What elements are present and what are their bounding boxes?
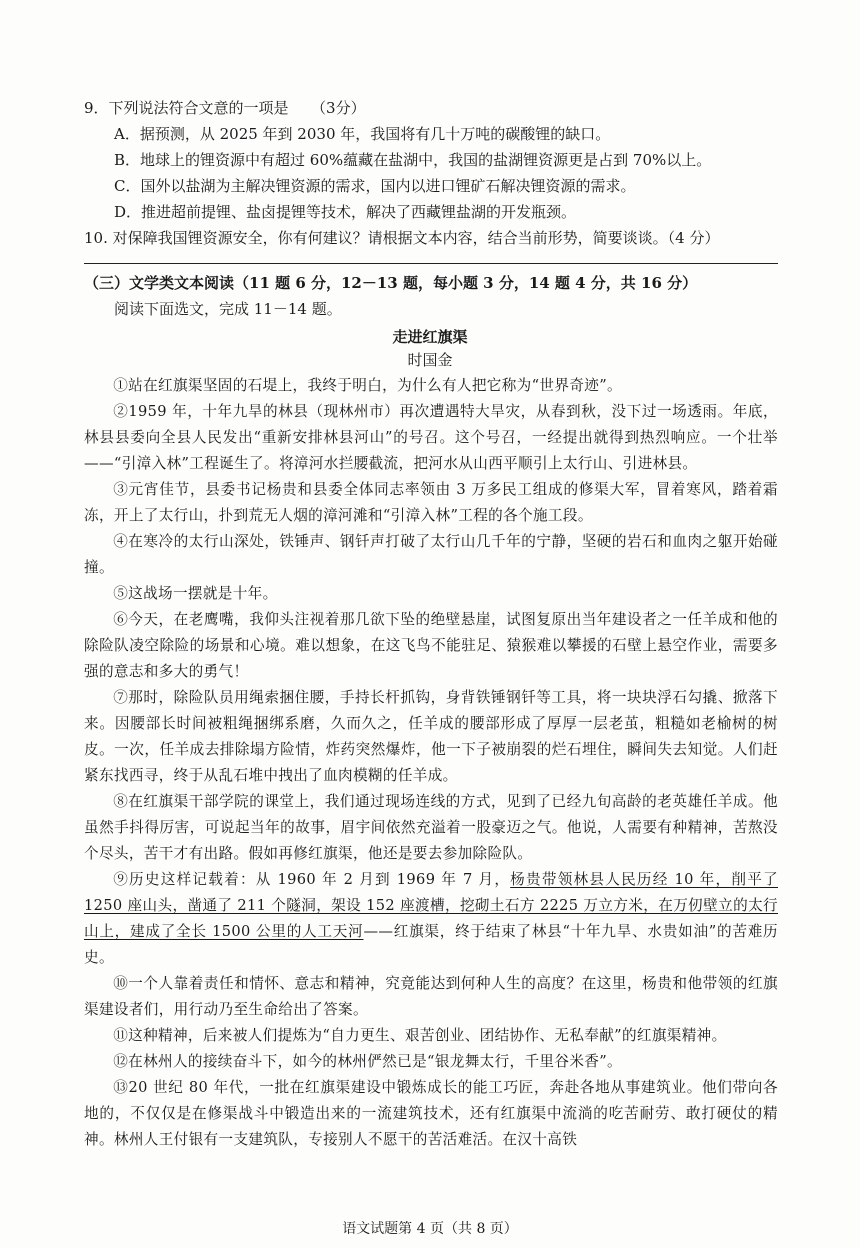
paragraph-13: ⑬20 世纪 80 年代，一批在红旗渠建设中锻炼成长的能工巧匠，奔赴各地从事建筑业。他们带向各地的，不仅仅是在修渠战斗中锻造出来的一流建筑技术，还有红旗渠中流淌的吃苦耐劳、敢打硬仗的精神。林州人王付银有一支建筑队，专接别人不愿干的苦活难活。在汉十高铁 <box>84 1079 778 1148</box>
paragraph-3: ③元宵佳节，县委书记杨贵和县委全体同志率领由 3 万多民工组成的修渠大军，冒着寒风，踏着霜冻，开上了太行山，扑到荒无人烟的漳河滩和“引漳入林”工程的各个施工段。 <box>84 481 778 524</box>
paragraph-1: ①站在红旗渠坚固的石堤上，我终于明白，为什么有人把它称为“世界奇迹”。 <box>113 377 622 394</box>
section-heading: （三）文学类文本阅读（11 题 6 分，12－13 题，每小题 3 分，14 题 4 分，共 16 分） <box>84 274 698 292</box>
question-9-option-c: C．国外以盐湖为主解决锂资源的需求，国内以进口锂矿石解决锂资源的需求。 <box>114 177 636 195</box>
paragraph-12: ⑫在林州人的接续奋斗下，如今的林州俨然已是“银龙舞太行，千里谷米香”。 <box>113 1053 622 1070</box>
paragraph-9-lead: ⑨历史这样记载着：从 1960 年 2 月到 1969 年 7 月， <box>113 871 511 888</box>
paragraph-7: ⑦那时，除险队员用绳索捆住腰，手持长杆抓钩，身背铁锤钢钎等工具，将一块块浮石勾撬、掀落下来。因腰部长时间被粗绳捆绑系磨，久而久之，任羊成的腰部形成了厚厚一层老茧，粗糙如老榆树的树皮。一次，任羊成去排除塌方险情，炸药突然爆炸，他一下子被崩裂的烂石埋住，瞬间失去知觉。人们赶紧东找西寻，终于从乱石堆中拽出了血肉模糊的任羊成。 <box>84 689 778 784</box>
paragraph-2: ②1959 年，十年九旱的林县（现林州市）再次遭遇特大旱灾，从春到秋，没下过一场透雨。年底，林县县委向全县人民发出“重新安排林县河山”的号召。这个号召，一经提出就得到热烈响应。一个壮举——“引漳入林”工程诞生了。将漳河水拦腰截流，把河水从山西平顺引上太行山、引进林县。 <box>84 403 778 472</box>
article-author: 时国金 <box>407 351 453 369</box>
question-9-stem: 9．下列说法符合文意的一项是 （3分） <box>84 99 366 117</box>
paragraph-11: ⑪这种精神，后来被人们提炼为“自力更生、艰苦创业、团结协作、无私奉献”的红旗渠精神。 <box>113 1027 727 1044</box>
article-title: 走进红旗渠 <box>392 328 468 346</box>
paragraph-6: ⑥今天，在老鹰嘴，我仰头注视着那几欲下坠的绝壁悬崖，试图复原出当年建设者之一任羊成和他的除险队凌空除险的场景和心境。难以想象，在这飞鸟不能驻足、猿猴难以攀援的石壁上悬空作业，需要多强的意志和多大的勇气！ <box>84 611 778 680</box>
paragraph-9-tail: ——红旗渠，终于结束了林县“十年九旱、水贵如油”的苦难历史。 <box>84 923 778 966</box>
paragraph-10: ⑩一个人靠着责任和情怀、意志和精神，究竟能达到何种人生的高度？在这里，杨贵和他带领的红旗渠建设者们，用行动乃至生命给出了答案。 <box>84 975 778 1018</box>
question-9-option-a: A．据预测，从 2025 年到 2030 年，我国将有几十万吨的碳酸锂的缺口。 <box>114 125 611 143</box>
question-10: 10. 对保障我国锂资源安全，你有何建议？请根据文本内容，结合当前形势，简要谈谈。（4 分） <box>84 229 720 247</box>
article-body <box>84 373 778 1153</box>
paragraph-8: ⑧在红旗渠干部学院的课堂上，我们通过现场连线的方式，见到了已经九旬高龄的老英雄任羊成。他虽然手抖得厉害，可说起当年的故事，眉宇间依然充溢着一股豪迈之气。他说，人需要有种精神，苦熬没个尽头，苦干才有出路。假如再修红旗渠，他还是要去参加除险队。 <box>84 793 778 862</box>
underlined-sentence: 杨贵带领林县人民历经 10 年，削平了 1250 座山头，凿通了 211 个隧洞，架设 152 座渡槽，挖砌土石方 2225 万立方米，在万仞壁立的太行山上，建成了全长 1500 公里的人工天河 <box>84 871 778 940</box>
paragraph-4: ④在寒冷的太行山深处，铁锤声、钢钎声打破了太行山几千年的宁静，坚硬的岩石和血肉之躯开始碰撞。 <box>84 533 778 576</box>
section-instruction: 阅读下面选文，完成 11－14 题。 <box>114 300 342 318</box>
section-divider <box>84 263 778 264</box>
page-footer: 语文试题第 4 页（共 8 页） <box>342 1221 518 1237</box>
paragraph-5: ⑤这战场一摆就是十年。 <box>113 585 278 602</box>
question-9-option-b: B．地球上的锂资源中有超过 60%蕴藏在盐湖中，我国的盐湖锂资源更是占到 70%以上。 <box>114 151 712 169</box>
paragraph-9 <box>84 867 778 971</box>
question-9-option-d: D．推进超前提锂、盐卤提锂等技术，解决了西藏锂盐湖的开发瓶颈。 <box>114 203 577 221</box>
